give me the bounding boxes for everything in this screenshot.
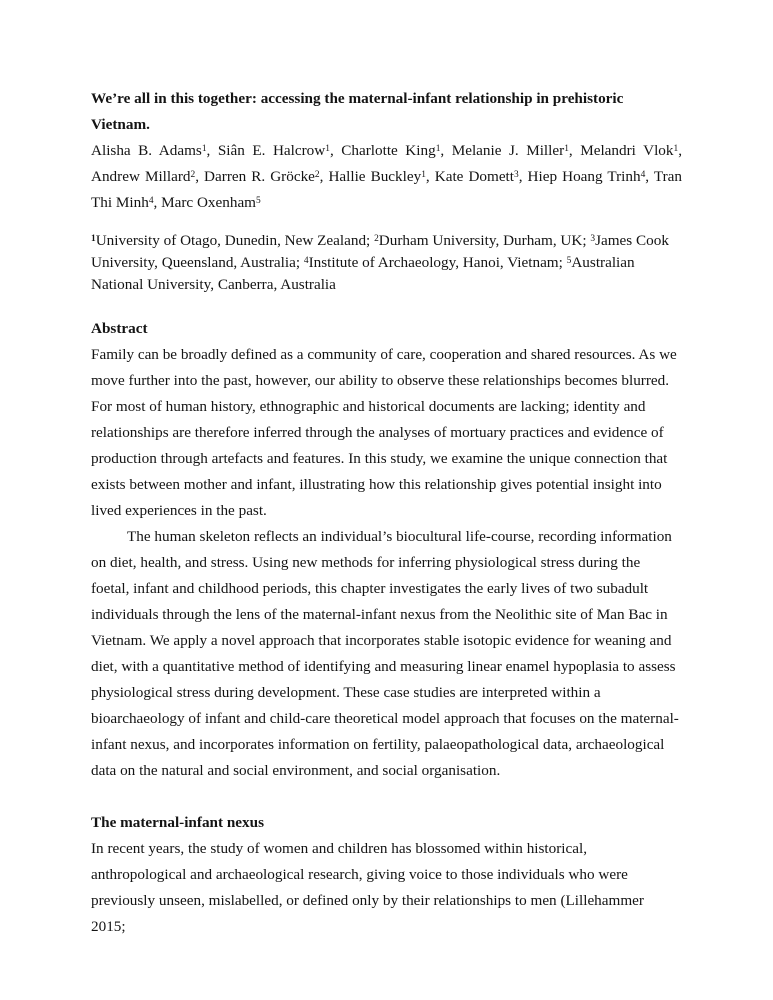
author-list: Alisha B. Adams$^1$, Siân E. Halcrow$^1$, Charlotte King$^1$, Melanie J. Miller$^1$, Melandri Vlok$^1$, Andrew Millard$^2$, Darren R. Gröcke$^2$, Hallie Buckley$^1$, Kate Domett$^3$, Hiep Hoang Trinh$^4$, Tran Thi Minh$^4$, Marc Oxenham$^5$ <box>91 142 682 211</box>
affiliation-superscript-marker: 4 <box>148 195 154 206</box>
affiliation-superscript-marker: 1 <box>435 143 441 154</box>
affiliation-superscript-marker: 2 <box>190 169 196 180</box>
affiliation-superscript-marker: 2 <box>314 169 320 180</box>
affiliation-superscript-marker: 1 <box>421 169 426 180</box>
affiliation-superscript-marker: 1 <box>91 233 96 244</box>
affiliation-superscript-marker: 1 <box>564 143 569 154</box>
affiliation-superscript-marker: 1 <box>201 143 207 154</box>
abstract-paragraph-1: Family can be broadly defined as a community of care, cooperation and shared resources. As we move further into the past, however, our ability to observe these relationships becomes blurred. For most of human history, ethnographic and historical documents are lacking; identity and relationships are therefore inferred through the analyses of mortuary practices and evidence of production through artefacts and features. In this study, we examine the unique connection that exists between mother and infant, illustrating how this relationship gives potential insight into lived experiences in the past. <box>91 346 677 519</box>
affiliation-superscript-marker: 4 <box>640 169 646 180</box>
affiliation-superscript-marker: 3 <box>590 233 596 244</box>
affiliation-superscript-marker: 5 <box>256 195 261 206</box>
paper-title: We’re all in this together: accessing the maternal-infant relationship in prehistoric Vietnam. <box>91 90 624 133</box>
affiliation-superscript-marker: 1 <box>673 143 679 154</box>
section-heading-maternal-infant-nexus: The maternal-infant nexus <box>91 814 264 831</box>
section-paragraph-1: In recent years, the study of women and children has blossomed within historical, anthropological and archaeological research, giving voice to those individuals who were previously unseen, mislabelled, or defined only by their relationships to men (Lillehammer 2015; <box>91 840 644 935</box>
affiliation-superscript-marker: 5 <box>566 255 572 266</box>
affiliation-list: $^1$University of Otago, Dunedin, New Zealand; $^2$Durham University, Durham, UK; $^3$James Cook University, Queensland, Australia; $^4$Institute of Archaeology, Hanoi, Vietnam; $^5$Australian National University, Canberra, Australia <box>91 232 669 293</box>
abstract-paragraph-2: The human skeleton reflects an individual’s biocultural life-course, recording information on diet, health, and stress. Using new methods for inferring physiological stress during the foetal, infant and childhood periods, this chapter investigates the early lives of two subadult individuals through the lens of the maternal-infant nexus from the Neolithic site of Man Bac in Vietnam. We apply a novel approach that incorporates stable isotopic evidence for weaning and diet, with a quantitative method of identifying and measuring linear enamel hypoplasia to assess physiological stress during development. These case studies are interpreted within a bioarchaeology of infant and child-care theoretical model approach that focuses on the maternal-infant nexus, and incorporates information on fertility, palaeopathological data, archaeological data on the natural and social environment, and social organisation. <box>91 528 679 779</box>
affiliation-superscript-marker: 4 <box>303 255 309 266</box>
abstract-heading: Abstract <box>91 320 148 337</box>
affiliation-superscript-marker: 1 <box>325 143 330 154</box>
affiliation-superscript-marker: 3 <box>514 169 519 180</box>
affiliation-superscript-marker: 2 <box>374 233 379 244</box>
